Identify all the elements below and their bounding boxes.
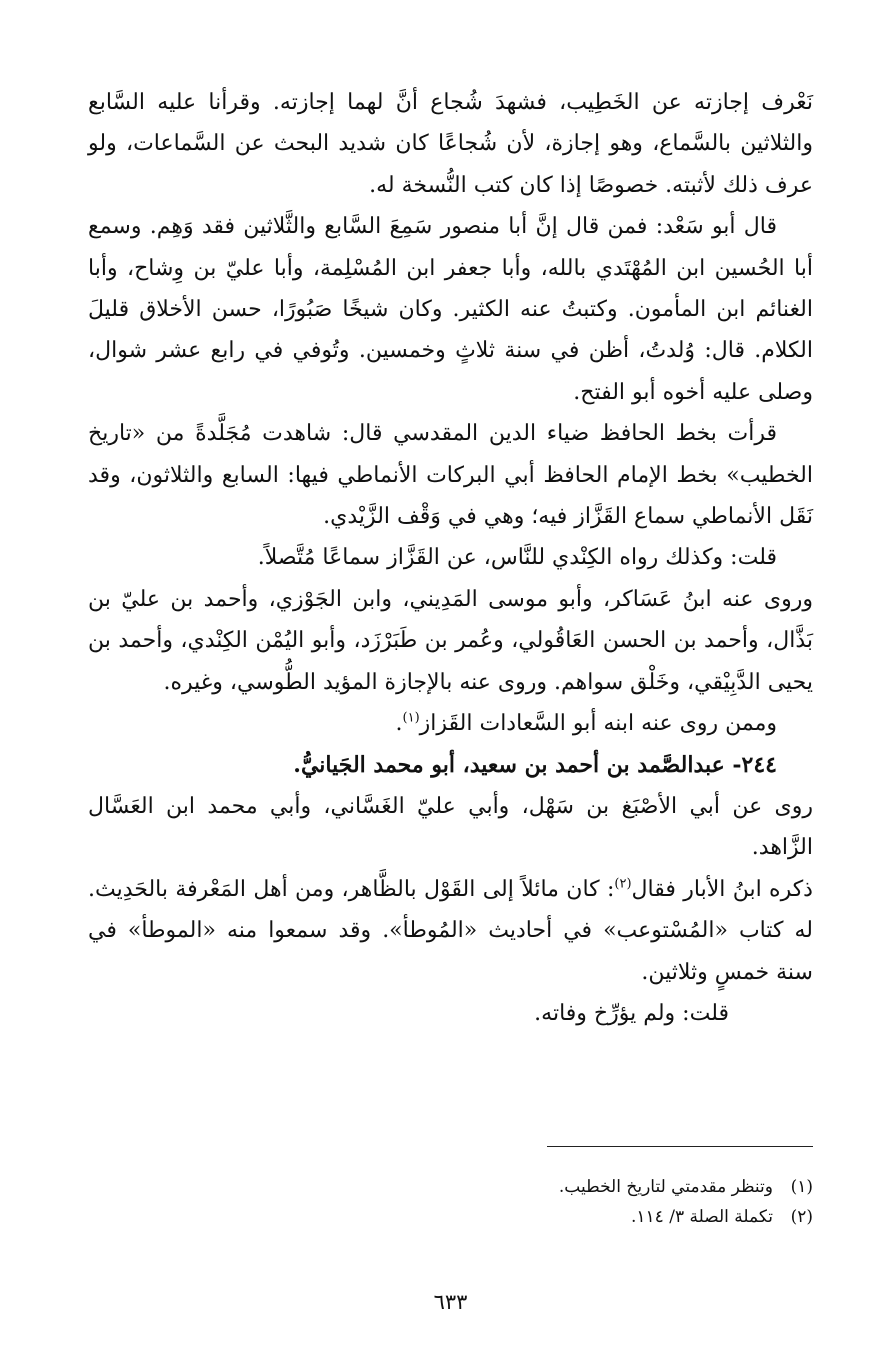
paragraph-9: [88, 869, 813, 993]
footnote-text: وتنظر مقدمتي لتاريخ الخطيب.: [558, 1177, 773, 1197]
footnote-ref-1[interactable]: (١): [402, 710, 420, 726]
paragraph-5: وروى عنه ابنُ عَسَاكر، وأبو موسى المَدِيني، وابن الجَوْزي، وأحمد بن عليّ بن بَذَّال، وأحمد بن الحسن العَاقُولي، وعُمر بن طَبَرْزَد، وأبو اليُمْن الكِنْدي، وأحمد بن يحيى الدَّبِيْقي، وخَلْق سواهم. وروى عنه بالإجازة المؤيد الطُّوسي، وغيره.: [88, 586, 813, 695]
footnotes: [88, 1172, 813, 1232]
paragraph-3: قرأت بخط الحافظ ضياء الدين المقدسي قال: شاهدت مُجَلَّدةً من «تاريخ الخطيب» بخط الإمام الحافظ أبي البركات الأنماطي فيها: السابع والثلاثون، وقد نَقَل الأنماطي سماع القَزَّاز فيه؛ وهي في وَقْف الزَّيْدي.: [88, 421, 813, 530]
paragraph-2: قال أبو سَعْد: فمن قال إنَّ أبا منصور سَمِعَ السَّابع والثَّلاثين فقد وَهِم. وسمع أبا الحُسين ابن المُهْتَدي بالله، وأبا جعفر ابن المُسْلِمة، وأبا عليّ بن وِشاح، وأبا الغنائم ابن المأمون. وكتبتُ عنه الكثير. وكان شيخًا صَبُورًا، حسن الأخلاق قليلَ الكلام. قال: وُلدتُ، أظن في سنة ثلاثٍ وخمسين. وتُوفي في رابع عشر شوال، وصلى عليه أخوه أبو الفتح.: [88, 214, 813, 405]
paragraph-10: قلت: ولم يؤرِّخ وفاته.: [534, 1000, 729, 1026]
footnote-number: (١): [790, 1177, 813, 1197]
book-page: [88, 82, 813, 1372]
paragraph-9-text: ذكره ابنُ الأبار فقال: [631, 876, 813, 902]
paragraph-6-text: وممن روى عنه ابنه أبو السَّعادات القَزاز: [419, 711, 777, 737]
paragraph-6-end: .: [395, 711, 403, 737]
footnote-divider: [547, 1146, 813, 1147]
footnote-text: تكملة الصلة ٣/ ١١٤.: [631, 1207, 773, 1227]
paragraph-1: نَعْرف إجازته عن الخَطِيب، فشهدَ شُجاع أنَّ لهما إجازته. وقرأنا عليه السَّابع والثلاثين بالسَّماع، وهو إجازة، لأن شُجاعًا كان شديد البحث عن السَّماعات، ولو عرف ذلك لأثبته. خصوصًا إذا كان كتب النُّسخة له.: [88, 90, 813, 198]
main-text: [88, 82, 813, 1034]
footnote-number: (٢): [790, 1207, 813, 1227]
paragraph-4: قلت: وكذلك رواه الكِنْدي للنَّاس، عن القَزَّاز سماعًا مُتَّصلاً.: [257, 545, 777, 571]
page-number: ٦٣٣: [433, 1290, 468, 1314]
paragraph-8: روى عن أبي الأصْبَغ بن سَهْل، وأبي عليّ الغَسَّاني، وأبي محمد ابن العَسَّال الزَّاهد.: [88, 793, 813, 861]
footnote-ref-2[interactable]: (٢): [614, 876, 632, 892]
paragraph-9-rest: : كان مائلاً إلى القَوْل بالظَّاهر، ومن أهل المَعْرفة بالحَدِيث. له كتاب «المُسْتوعب» في أحاديث «المُوطأ». وقد سمعوا منه «الموطأ» في سنة خمسٍ وثلاثين.: [88, 876, 813, 985]
footnote-1: [88, 1172, 813, 1202]
paragraph-6: [88, 703, 813, 744]
entry-heading: ٢٤٤- عبدالصَّمد بن أحمد بن سعيد، أبو محمد الجَيانيُّ.: [293, 751, 777, 778]
footnote-2: [88, 1202, 813, 1232]
